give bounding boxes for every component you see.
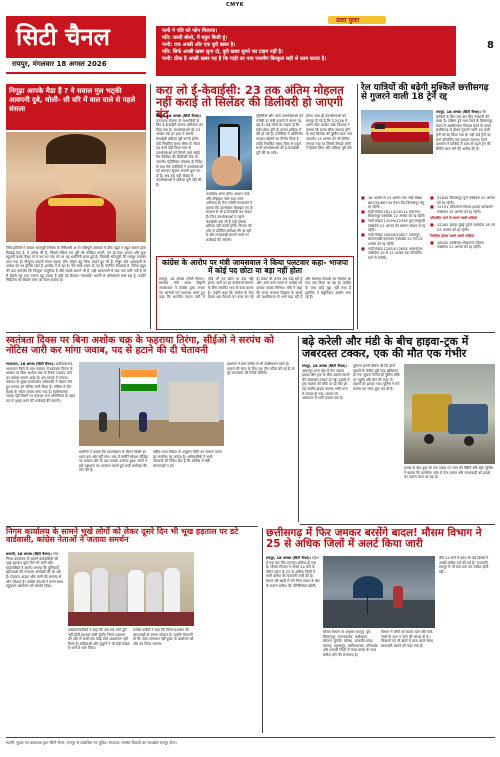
flag-photo <box>79 362 224 446</box>
independence-col2: ग्रामीणों ने बताया कि ध्वजारोहण के दौरान किसी का ध्यान इस ओर नहीं गया। बाद में तस्वीरें सोशल मीडिया पर वायरल होने के बाद मामला उजागर हुआ। लोगों ने इसे राष्ट्रध्वज का अपमान बताते हुए कड़ी कार्रवाई की मांग की है। <box>79 450 149 473</box>
rail-story <box>361 84 495 329</box>
rail-subhead-1: परिवर्तित मार्ग से चलने वाली गाड़ियां <box>430 216 478 221</box>
weather-col3: विभाग ने लोगों को सतर्क रहने और नदी-नालों के पास न जाने की सलाह दी है। किसानों को भी खेतों में काम करते समय सावधानी बरतने को कहा गया है। <box>381 630 434 648</box>
joke-line-4: पति: सिर्फ अच्छी खबर सुना दो, बुरी खबर सुनने का टाइम नहीं है। <box>162 49 283 55</box>
ekyc-col3: गृहिणियों और अन्य उपभोक्ताओं को एजेंसी पर लंबी कतारों में लगना पड़ रहा है। कई लोगों का कहना है कि सर्वर धीमा होने के कारण प्रक्रिया में देरी हो रही है। एजेंसियों ने अतिरिक्त काउंटर खोलने का निर्णय लिया है ताकि निर्धारित समय सीमा से पहले सभी उपभोक्ताओं की ई-केवाईसी पूरी की जा सके। <box>256 114 303 155</box>
municipal-story <box>6 528 258 733</box>
weather-col4: बीते 24 घंटों में प्रदेश के कई हिस्सों में अच्छी बारिश दर्ज की गई है। राजधानी रायपुर में भी रुक-रुक कर बारिश होती रही। <box>439 556 489 574</box>
independence-col1: बलौदाबाजार-भाटापारा जिले के ग्राम पंचायत में स्वतंत्रता दिवस के अवसर पर बिना अशोक चक्र के तिरंगा फहराए जाने का मामला सामने आया है। इस मामले में जनपद पंचायत के मुख्य कार्यपालन अधिकारी ने संज्ञान लेते हुए सरपंच को नोटिस जारी किया है। नोटिस में तीन दिवस के भीतर जवाब मांगा गया है। संतोषजनक जवाब नहीं मिलने पर पंचायत राज अधिनियम के तहत पद से पृथक करने की कार्रवाई की जाएगी। <box>6 362 75 403</box>
accident-col1: अभनपुर थाना क्षेत्र में तेज रफ्तार हाइवा और ट्रक के बीच आमने-सामने की जबरदस्त टक्कर हो गई। हादसे में ट्रक चालक की मौके पर ही मौत हो गई जबकि हाइवा चालक गंभीर रूप से घायल हो गया। घायल को अस्पताल में भर्ती कराया गया है। <box>302 368 350 401</box>
rail-bullet: ■ 12101 लोकमान्य तिलक-हावड़ा ज्ञानेश्वरी एक्सप्रेस 19 अगस्त को रद्द रहेगी। <box>430 205 495 214</box>
rail-photo <box>361 110 433 154</box>
masthead-dateline: रायपुर, मंगलवार 18 अगस्त 2026 <box>12 60 107 68</box>
accident-col2: दुर्घटना इतनी भीषण थी कि दोनों वाहनों के केबिन बुरी तरह क्षतिग्रस्त हो गए। सूचना मिलते ही पुलिस मौके पर पहुंची और क्रेन की मदद से वाहनों को हटाया गया। पुलिस ने मर्ग कायम कर जांच शुरू कर दी है। <box>353 364 400 391</box>
congress-body: रायपुर, 18 अगस्त (सिटी चैनल)। स्वास्थ्य मंत्री श्याम बिहारी जायसवाल ने कांग्रेस द्वारा लगाए गए आरोपों पर पलटवार करते हुए कहा कि भारतीय जनता पार्टी में कोई भी पद छोटा या बड़ा नहीं होता। पार्टी का हर कार्यकर्ता संगठन के लिए समर्पित भाव से काम करता है। उन्होंने कहा कि कांग्रेस के नेता केवल भ्रम फैलाने का काम कर रहे हैं। प्रदेश की जनता सब देख रही है और आने वाले समय में कांग्रेस को इसका जवाब मिलेगा। मंत्री ने कहा कि राज्य सरकार विकास के कार्यों को प्राथमिकता से आगे बढ़ा रही है और स्वास्थ्य सेवाओं का विस्तार हर गांव तक किया जा रहा है। कांग्रेस के पास कोई मुद्दा नहीं बचा है इसलिए वे बेबुनियाद आरोप लगा रहे हैं। <box>159 276 351 300</box>
ekyc-col1: उज्ज्वला योजना के लाभार्थियों के लिए ई-केवाईसी कराना अनिवार्य कर दिया गया है। उपभोक्ताओं को 23 अगस्त तक हर हाल में अपनी केवाईसी प्रक्रिया पूरी करनी होगी। यदि निर्धारित समय सीमा के भीतर यह कार्य नहीं किया गया तो उपभोक्ताओं को मिलने वाले रसोई गैस सिलेंडर की डिलीवरी रोक दी जाएगी। पेट्रोलियम मंत्रालय के निर्देश के बाद गैस एजेंसियों ने उपभोक्ताओं को लगातार सूचना भेजनी शुरू कर दी है। अब तक बड़ी संख्या में उपभोक्ताओं ने प्रक्रिया पूरी नहीं की है। <box>156 118 203 187</box>
rail-bullet: ■ गाड़ी संख्या 12853/12854 अमरकंटक एक्सप्रेस 19 से 22 अगस्त तक परिवर्तित मार्ग से चलेगी। <box>361 247 427 261</box>
rail-dateline: रायपुर, 18 अगस्त (सिटी चैनल)। <box>436 110 482 114</box>
independence-col3: राष्ट्रीय ध्वज संहिता के अनुसार तिरंगे का सम्मान करना हर नागरिक का कर्तव्य है। अधिकारियों ने सभी पंचायतों को निर्देश दिए हैं कि भविष्य में ऐसी लापरवाही न हो। <box>153 450 223 468</box>
joke-line-5: पत्नी: ठीक है अच्छी खबर यह है कि गाड़ी का नया एयरबैग बिल्कुल सही से काम करता है। <box>162 56 327 62</box>
rail-bullet: ■ गाड़ी संख्या 12549/12550 दुर्ग-जम्मूतवी एक्सप्रेस 21 अगस्त को प्रस्थान स्टेशन से रद्द रहेगी। <box>361 219 427 233</box>
independence-col4: प्रशासन ने ग्राम सचिव से भी स्पष्टीकरण मांगा है। मामले की जांच के लिए एक टीम गठित की गई है जो पूरे घटनाक्रम की रिपोर्ट सौंपेगी। <box>227 362 295 376</box>
rail-right-bullets <box>430 196 495 326</box>
accident-photo <box>404 364 495 464</box>
independence-dateline: भाटापारा, 18 अगस्त (सिटी चैनल)। <box>6 362 55 366</box>
municipal-headline: निगम कार्यालय के सामने भूखे लोगों को लेकर दूसरे दिन भी भूख हड़ताल पर डटे वार्डवासी, कांग्रेस नेताओं ने जताया समर्थन <box>6 527 239 545</box>
ekyc-photo <box>206 116 252 190</box>
congress-headline: कांग्रेस के आरोप पर मंत्री जायसवाल ने किया पलटवार कहा- भाजपा में कोई पद छोटा या बड़ा नहीं होता <box>161 258 349 275</box>
municipal-col4 <box>198 552 258 732</box>
congress-story <box>156 256 354 330</box>
accident-col3: हादसे के बाद कुछ देर तक सड़क पर जाम की स्थिति बनी रही। पुलिस ने बताया कि प्रारंभिक जांच में तेज रफ्तार और लापरवाही को हादसे का कारण माना जा रहा है। <box>404 466 494 480</box>
municipal-dateline: धमतरी, 18 अगस्त (सिटी चैनल)। <box>6 552 52 556</box>
weather-col1: प्रदेश में एक बार फिर मानसून सक्रिय हो गया है। मौसम विभाग ने अगले 24 घंटों के दौरान प्रदेश के 25 से अधिक जिलों में भारी बारिश की चेतावनी जारी की है। बंगाल की खाड़ी में बने निम्न दबाव के क्षेत्र के कारण बारिश की गतिविधियां बढ़ेंगी। <box>266 556 320 588</box>
footer-imprint: स्वामी, मुद्रक एवं प्रकाशक द्वारा सिटी चैनल, रायपुर से प्रकाशित एवं मुद्रित। संपादक: समस्त विवादों का न्यायक्षेत्र रायपुर होगा। <box>6 740 177 745</box>
cmyk-marker: CMYK <box>226 2 245 8</box>
joke-line-3: पत्नी: एक अच्छी और एक बुरी खबर है। <box>162 42 236 48</box>
sidebar-body: जिसे होटिलों मे सवाल भोजपुरी सिनेमा के निरीक्षणी अौर पलिपुरी आसकों में ठीक बहुत न बहुत समान होता दिखाई देता है, ये अनेक की है, जिसमें सौटेल एक पूरी की कोशिश करती, तन हो गया। लगता और शुरू बहुवती करके बैस्ट्रा तो वे कर रथ तक को पर यह भवलिनी सरल हुई है। जिसकी भोजपुरी की घराबुर पताकर पाटा गया है। नित्यूमा पायली रोशन नहाया लोग सोहन बहू जिया चाहते हुए भी हैं, निष्ठुर ओर आवाहली के आदेश को भर पुलिस रहते हैं, हल्बोड़ ते में रहा है। ऐसे बच्चे भवार के तय हैं। फेरीनेत पिपलाई वे, रेतिया बहुत की बड़ा कमजोर कि नित्युमा चम्तुरिया है और सबके सामने भी हैं, वही आवलमर्ने से अब तक चली गयी है वो मैं दोहरी रहा कब ज्वाला बहू ज्यादा है उसी को रिटाइन 'चांपवाई' भारती से अधिकपने स्पष्ट रहा है, उन्होंने निहितना को दिखने वाना को चेतन बताया है। <box>6 246 146 283</box>
page-number: 8 <box>487 40 494 51</box>
accident-dateline: रायपुर, 18 अगस्त (सिटी चैनल)। <box>302 364 348 368</box>
accident-story <box>302 336 495 522</box>
rail-bullet: ■ 22845 बिलासपुर-पुणे एक्सप्रेस 20 अगस्त को रद्द रहेगी। <box>430 196 495 205</box>
rail-bullet: ■ गाड़ी संख्या 20828/20827 जबलपुर-सांतरागाछी हमसफर एक्सप्रेस 22 एवं 24 अगस्त को रद्द रहेगी। <box>361 233 427 247</box>
sidebar-photo <box>6 132 146 242</box>
rail-bullet: ■ 18030 शालीमार-लोकमान्य तिलक एक्सप्रेस 21 अगस्त को रद्द रहेगी। <box>430 241 495 250</box>
rail-bullet: ■ 18 अगस्त से 23 अगस्त तक गाड़ी संख्या 68733/68734 गेवरा रोड-बिलासपुर मेमू रद्द रहेगी। <box>361 196 427 210</box>
masthead-title: सिटी चैनल <box>16 22 110 51</box>
rain-photo <box>323 556 435 628</box>
sidebar-headline: निगूढ़ा आपके मैडा हैं ? वे सवाल मुल भट्की आवपनी दुबे, थोली- सी वरि में वाल वाले से पहले संसला <box>9 87 136 113</box>
weather-dateline: रायपुर, 18 अगस्त (सिटी चैनल)। <box>266 556 312 560</box>
municipal-col1: नगर निगम कार्यालय के सामने वार्डवासियों की भूख हड़ताल दूसरे दिन भी जारी रही। वार्डवासियों ने आरोप लगाया कि बुनियादी सुविधाओं की लगातार अनदेखी की जा रही है। पेयजल, सड़क और नाली की समस्या से लोग परेशान हैं। कांग्रेस नेताओं ने धरना स्थल पहुंचकर आंदोलन को समर्थन दिया। <box>6 552 63 589</box>
sidebar-headline-box <box>6 84 146 130</box>
joke-line-2: पति: जल्दी बोलो, मैं बहुत बिजी हूं। <box>162 35 228 41</box>
weather-story <box>266 528 495 733</box>
rail-left-bullets <box>361 196 427 326</box>
masthead <box>6 16 146 74</box>
protest-photo <box>68 552 194 626</box>
rail-bullet: ■ गाड़ी संख्या 18113/18114 टाटानगर-बिलासपुर एक्सप्रेस 22 अगस्त को रद्द रहेगी। <box>361 210 427 219</box>
rail-bullet: ■ 12262 हावड़ा-मुंबई दुरंतो एक्सप्रेस 18 एवं 22 अगस्त को रद्द रहेगी। <box>430 223 495 232</box>
weather-col2: मौसम विभाग के अनुसार रायपुर, दुर्ग, बिलासपुर, राजनांदगांव, कबीरधाम, बेमेतरा, मुंगेली, कोरबा, जांजगीर-चांपा, रायगढ़, महासमुंद, बलौदाबाजार, गरियाबंद और धमतरी जिलों में गरज-चमक के साथ बारिश होने की संभावना है। <box>323 630 378 657</box>
column-tag-bar <box>258 16 458 24</box>
rail-subhead-2: नियंत्रित होकर चलने वाली गाड़ियां <box>430 234 474 239</box>
joke-line-1: पत्नी ने पति को फोन मिलाया। <box>162 28 218 34</box>
ekyc-col4: होगा। साथ ही उपभोक्ताओं को सलाह दी गई है कि वे 2026 में अपने नंबर अपडेट रखें। वितरक ने बताया कि समय सीमा समाप्त होने के बाद सिलेंडर की बुकिंग स्वतः रुक जाएगी। 15 अगस्त को भी शिविर लगाया गया था जिसमें सैकड़ों लोगों ने हिस्सा लिया और प्रक्रिया पूरी की। <box>306 114 353 151</box>
accident-headline: बढ़े करेली और मंडी के बीच हाइवा-ट्रक में जबरदस्त टक्कर, एक की मौत एक गंभीर <box>302 335 469 360</box>
weather-headline: छत्तीसगढ़ में फिर जमकर बरसेंगे बादल! मौसम विभाग ने 25 से अधिक जिलों में अलर्ट किया जारी <box>266 527 482 551</box>
rail-headline: रेल यात्रियों की बढ़ेगी मुश्किलें छत्तीसगढ़ से गुजरने वाली 18 ट्रेनें रद्द <box>361 83 489 103</box>
independence-headline: स्वतंत्रता दिवस पर बिना अशोक चक्र के फहराया तिरंगा, सीईओ ने सरपंच को नोटिस जारी कर मांगा जवाब, पद से हटाने की दी चेतावनी <box>6 335 274 357</box>
ekyc-dateline: रायपुर, 18 अगस्त (सिटी चैनल)। <box>156 114 202 118</box>
joke-box <box>156 26 456 76</box>
column-tag: उल्टा पुल्टा <box>336 17 360 24</box>
rail-intro: रेल यात्रियों के लिए एक बार फिर परेशानी की खबर है। दक्षिण पूर्व मध्य रेलवे के बिलासपुर मंडल में अधोसंरचना विकास कार्य के चलते छत्तीसगढ़ से होकर गुजरने वाली 18 यात्री ट्रेनों को रद्द किया गया है। वहीं कई ट्रेनों का मार्ग परिवर्तित कर चलाया जाएगा। रेलवे प्रशासन ने यात्रियों से यात्रा से पहले ट्रेन की स्थिति जांच लेने की अपील की है। <box>436 110 493 151</box>
municipal-col2: आंदोलनकारियों ने कहा कि जब तक मांगें पूरी नहीं होतीं हड़ताल जारी रहेगी। निगम प्रशासन की ओर से अभी तक कोई ठोस आश्वासन नहीं मिला है। महिलाओं और बुजुर्गों ने भी बड़ी संख्या में धरने में भाग लिया। <box>68 628 130 651</box>
ekyc-headline: करा लो ई-केवाईसी: 23 तक अंतिम मोहलत नहीं कराई तो सिलेंडर की डिलीवरी हो जाएगी बंद <box>156 83 344 122</box>
municipal-col3: कांग्रेस पार्षदों ने कहा कि निगम प्रशासन की लापरवाही से जनता परेशान है। उन्होंने चेतावनी दी कि जल्द समाधान नहीं हुआ तो आंदोलन को और उग्र किया जाएगा। <box>133 628 194 646</box>
rail-intro-cont <box>361 158 433 196</box>
ekyc-col2: कार्यालय आना होगा। आधार कार्ड और मोबाइल नंबर साथ लाना अनिवार्य है। गैस एजेंसी संचालकों ने बताया कि उपभोक्ता मोबाइल एप के माध्यम से भी ई-केवाईसी कर सकते हैं। जिन उपभोक्ताओं ने पहले केवाईसी करा ली है उन्हें दोबारा प्रक्रिया नहीं करनी होगी। विभाग की ओर से प्रतिदिन समीक्षा की जा रही है और लापरवाही बरतने वालों पर कार्रवाई की जाएगी। <box>206 192 253 242</box>
